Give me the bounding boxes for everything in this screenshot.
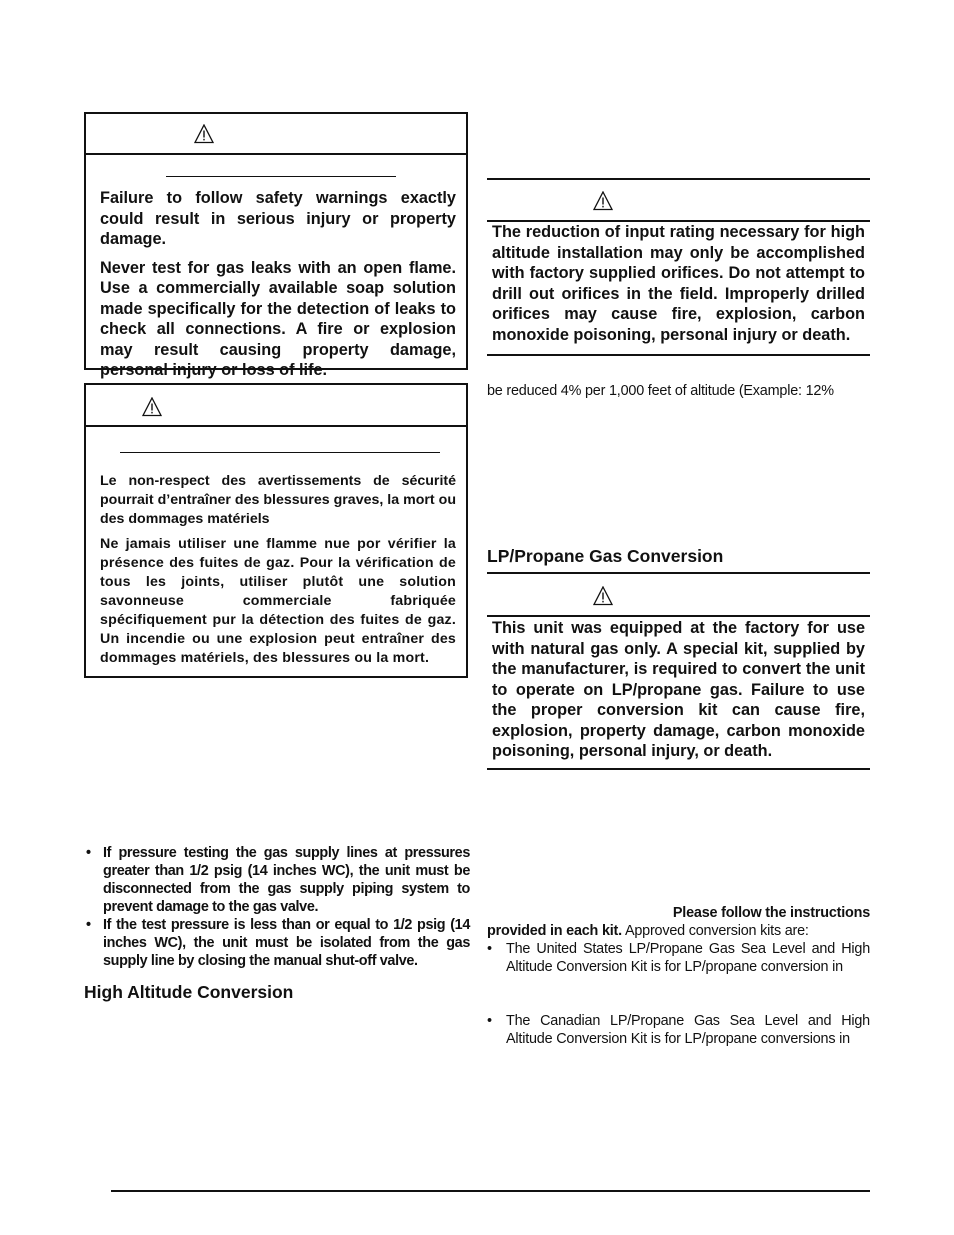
warning-rule — [166, 176, 396, 177]
list-item: • If the test pressure is less than or equal to 1/2 psig (14 inches WC), the unit must be isolated from the gas supply line by closing the manual shut-off valve. — [84, 916, 470, 970]
warning-triangle-icon — [593, 191, 613, 211]
altitude-derate-text: be reduced 4% per 1,000 feet of altitude (Example: 12% — [487, 383, 834, 399]
warning-box-fr — [84, 383, 468, 678]
warning-triangle-icon — [194, 124, 214, 144]
warning-triangle-icon — [593, 586, 613, 606]
list-item — [487, 1012, 870, 1048]
gas-test-bullet-list — [84, 844, 470, 970]
follow-instructions-line: Please follow the instructions — [672, 905, 870, 921]
warning-paragraph: Le non-respect des avertissements de sécurité pourrait d’entraîner des blessures graves, la mort ou des dommages matériels — [100, 473, 456, 527]
warning-header — [86, 385, 466, 427]
warning-header — [487, 574, 870, 617]
list-item: • The United States LP/Propane Gas Sea Level and High Altitude Conversion Kit is for LP/propane conversion in — [487, 940, 870, 976]
bullet-glyph: • — [487, 1013, 492, 1029]
warning-paragraph: Ne jamais utiliser une flamme nue por vérifier la présence des fuites de gaz. Pour la vérification de tous les joints, utiliser plutôt une solution savonneuse commerciale fabriquée spécifiquement pur la détection des fuites de gaz. Un incendie ou une explosion peut entraîner des dommages matériels, des blessures ou la mort. — [100, 536, 456, 666]
warning-body: The reduction of input rating necessary for high altitude installation may only be accomplished with factory supplied orifices. Do not attempt to drill out orifices in the field. Improperly drilled orifices may cause fire, explosion, carbon monoxide poisoning, personal injury or death. — [492, 223, 865, 344]
warning-box-lp — [487, 572, 870, 770]
warning-header — [487, 180, 870, 222]
warning-body — [100, 472, 456, 674]
follow-instructions-bold: provided in each kit. — [487, 923, 622, 939]
footer-rule — [111, 1190, 870, 1192]
list-item: • If pressure testing the gas supply lines at pressures greater than 1/2 psig (14 inches WC), the unit must be disconnected from the gas supply piping system to prevent damage to the gas valve. — [84, 844, 470, 916]
section-heading-high-altitude: High Altitude Conversion — [84, 982, 294, 1002]
warning-paragraph: Never test for gas leaks with an open flame. Use a commercially available soap solution made specifically for the detection of leaks to check all connections. A fire or explosion may result causing property damage, personal injury or loss of life. — [100, 258, 456, 379]
warning-body — [100, 188, 456, 389]
warning-box-en — [84, 112, 468, 379]
conversion-kit-list-us — [487, 940, 870, 976]
conversion-kit-list-ca — [487, 1012, 870, 1048]
list-item-text: The Canadian LP/Propane Gas Sea Level and High Altitude Conversion Kit is for LP/propane conversions in — [506, 1013, 870, 1047]
warning-paragraph: Failure to follow safety warnings exactly could result in serious injury or property damage. — [100, 189, 456, 248]
section-heading-lp-conversion: LP/Propane Gas Conversion — [487, 546, 724, 566]
approved-kits-text: Approved conversion kits are: — [621, 923, 809, 939]
warning-body: This unit was equipped at the factory for use with natural gas only. A special kit, supplied by the manufacturer, is required to convert the unit to operate on LP/propane gas. Failure to use the proper conversion kit can cause fire, explosion, property damage, carbon monoxide poisoning, personal injury, or death. — [492, 619, 865, 760]
approved-kits-intro — [487, 922, 870, 940]
warning-triangle-icon — [142, 397, 162, 417]
warning-rule — [120, 452, 440, 453]
warning-box-altitude — [487, 178, 870, 356]
warning-header — [86, 114, 466, 155]
